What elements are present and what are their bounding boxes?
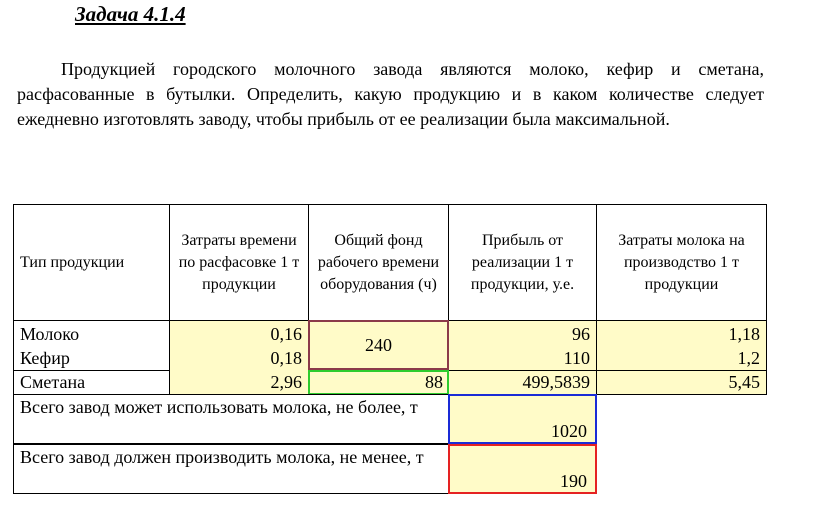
summary-max-milk-label: Всего завод может использовать молока, не более, т bbox=[13, 394, 450, 444]
milk-usage-sour-cream: 5,45 bbox=[728, 372, 760, 392]
profit-kefir: 110 bbox=[563, 348, 590, 368]
milk-usage-milk: 1,18 bbox=[728, 324, 760, 344]
profit-milk: 96 bbox=[572, 324, 590, 344]
summary-max-milk-value: 1020 bbox=[448, 394, 597, 444]
header-packing-time: Затраты времени по расфасовке 1 т продукции bbox=[169, 204, 309, 321]
task-text: Продукцией городского молочного завода являются молоко, кефир и сметана, расфасованные в бутылки. Определить, какую продукцию и в каком количестве следует ежедневно изготовлять заводу, чтобы прибыль от ее реализации была максимальной. bbox=[17, 59, 764, 129]
header-milk-usage: Затраты молока на производство 1 т продукции bbox=[596, 204, 767, 321]
row-name-milk: Молоко bbox=[20, 324, 80, 344]
row-name-kefir: Кефир bbox=[20, 348, 70, 368]
task-title: Задача 4.1.4 bbox=[75, 2, 186, 26]
profit-sour-cream: 499,5839 bbox=[522, 372, 590, 392]
fund-sour-cream: 88 bbox=[308, 370, 449, 395]
time-kefir: 0,18 bbox=[270, 348, 302, 368]
header-product-type: Тип продукции bbox=[13, 204, 170, 321]
row-name-sour-cream: Сметана bbox=[20, 372, 86, 392]
summary-min-milk-label: Всего завод должен производить молока, не менее, т bbox=[13, 444, 450, 494]
fund-merged-cell: 240 bbox=[308, 320, 449, 370]
task-description bbox=[17, 57, 764, 132]
summary-min-milk-value: 190 bbox=[448, 444, 597, 494]
header-profit: Прибыль от реализации 1 т продукции, у.е. bbox=[448, 204, 597, 321]
milk-usage-kefir: 1,2 bbox=[737, 348, 760, 368]
header-working-time-fund: Общий фонд рабочего времени оборудования (ч) bbox=[308, 204, 449, 321]
time-milk: 0,16 bbox=[270, 324, 302, 344]
time-sour-cream: 2,96 bbox=[270, 372, 302, 392]
